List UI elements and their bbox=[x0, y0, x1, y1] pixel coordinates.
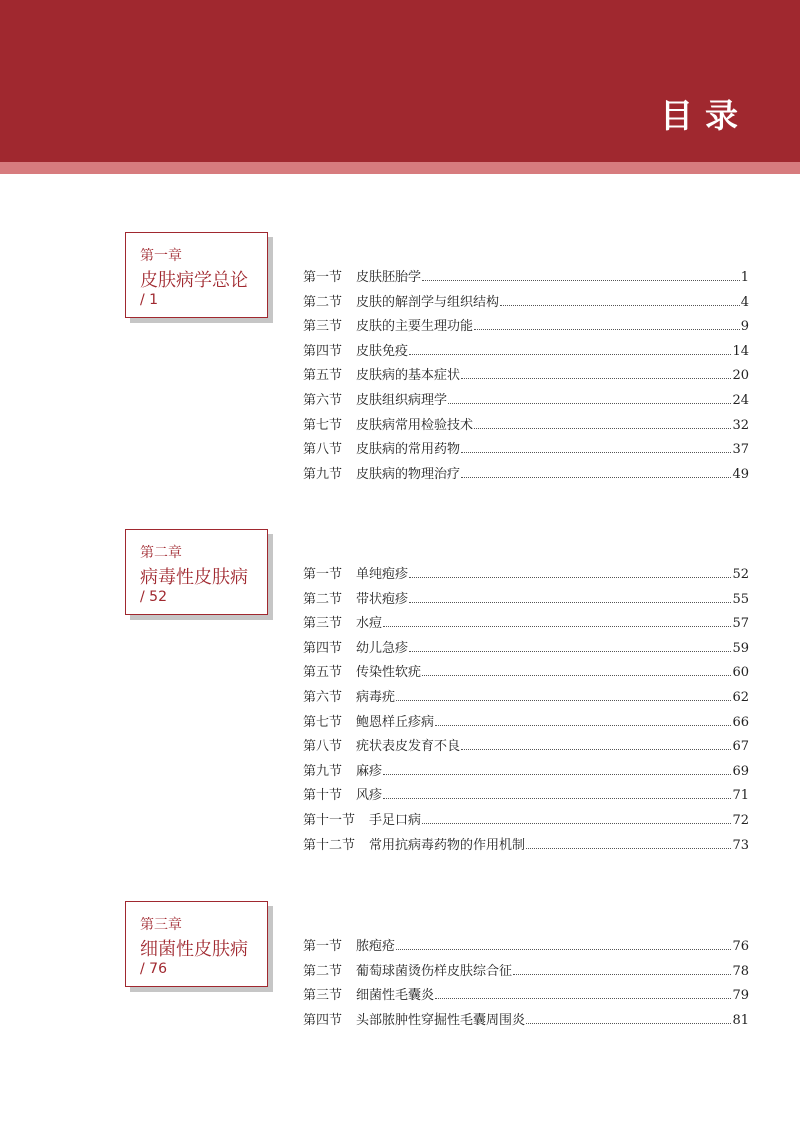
dot-leader bbox=[409, 650, 731, 652]
dot-leader bbox=[435, 724, 731, 726]
section-label: 第三节 bbox=[303, 988, 343, 1004]
dot-leader bbox=[422, 674, 731, 676]
section-title: 细菌性毛囊炎 bbox=[356, 988, 435, 1004]
section-page: 69 bbox=[732, 763, 749, 779]
toc-row[interactable] bbox=[303, 1009, 749, 1034]
section-title: 麻疹 bbox=[356, 763, 383, 779]
section-page: 66 bbox=[732, 714, 749, 730]
section-page: 14 bbox=[732, 343, 749, 359]
section-page: 57 bbox=[732, 616, 749, 632]
toc-row[interactable] bbox=[303, 438, 749, 463]
toc-row[interactable] bbox=[303, 686, 749, 711]
dot-leader bbox=[461, 377, 731, 379]
section-label: 第四节 bbox=[303, 640, 343, 656]
toc-row[interactable] bbox=[303, 612, 749, 637]
section-title: 水痘 bbox=[356, 616, 383, 632]
dot-leader bbox=[500, 304, 740, 306]
dot-leader bbox=[409, 601, 731, 603]
dot-leader bbox=[422, 279, 740, 281]
toc-row[interactable] bbox=[303, 735, 749, 760]
dot-leader bbox=[526, 1022, 731, 1024]
section-title: 皮肤的解剖学与组织结构 bbox=[356, 294, 500, 310]
section-label: 第十二节 bbox=[303, 837, 356, 853]
section-title: 传染性软疣 bbox=[356, 665, 422, 681]
toc-row[interactable] bbox=[303, 340, 749, 365]
toc-row[interactable] bbox=[303, 984, 749, 1009]
section-title: 头部脓肿性穿掘性毛囊周围炎 bbox=[356, 1012, 526, 1028]
toc-row[interactable] bbox=[303, 364, 749, 389]
section-label: 第四节 bbox=[303, 343, 343, 359]
section-page: 37 bbox=[732, 442, 749, 458]
section-page: 78 bbox=[732, 963, 749, 979]
section-page: 24 bbox=[732, 392, 749, 408]
dot-leader bbox=[383, 797, 731, 799]
page-title: 目录 bbox=[660, 96, 750, 135]
toc-row[interactable] bbox=[303, 784, 749, 809]
section-label: 第一节 bbox=[303, 939, 343, 954]
chapter-box bbox=[125, 901, 268, 987]
section-page: 4 bbox=[740, 294, 749, 310]
section-label: 第二节 bbox=[303, 963, 343, 979]
section-list bbox=[303, 935, 749, 1033]
section-label: 第四节 bbox=[303, 1012, 343, 1028]
chapter-number: 第三章 bbox=[140, 917, 182, 933]
section-page: 76 bbox=[732, 939, 749, 954]
section-title: 鲍恩样丘疹病 bbox=[356, 714, 435, 730]
section-title: 皮肤免疫 bbox=[356, 343, 409, 359]
section-title: 皮肤组织病理学 bbox=[356, 392, 448, 408]
chapter-number: 第一章 bbox=[140, 248, 182, 264]
dot-leader bbox=[383, 625, 731, 627]
toc-row[interactable] bbox=[303, 935, 749, 960]
dot-leader bbox=[448, 402, 731, 404]
header-banner bbox=[0, 0, 800, 162]
chapter-box bbox=[125, 232, 268, 318]
section-page: 52 bbox=[732, 567, 749, 582]
toc-row[interactable] bbox=[303, 463, 749, 488]
section-page: 81 bbox=[732, 1012, 749, 1028]
toc-row[interactable] bbox=[303, 266, 749, 291]
dot-leader bbox=[461, 451, 731, 453]
chapter-title[interactable]: 细菌性皮肤病 bbox=[140, 939, 248, 960]
section-label: 第十一节 bbox=[303, 812, 356, 828]
dot-leader bbox=[422, 822, 731, 824]
section-label: 第九节 bbox=[303, 466, 343, 482]
section-page: 67 bbox=[732, 739, 749, 755]
chapter-page: / 1 bbox=[140, 292, 159, 308]
section-list bbox=[303, 266, 749, 487]
section-list bbox=[303, 563, 749, 858]
section-title: 皮肤病常用检验技术 bbox=[356, 417, 474, 433]
toc-row[interactable] bbox=[303, 960, 749, 985]
section-page: 32 bbox=[732, 417, 749, 433]
dot-leader bbox=[513, 973, 731, 975]
section-label: 第三节 bbox=[303, 319, 343, 335]
section-title: 皮肤病的常用药物 bbox=[356, 442, 461, 458]
chapter-box bbox=[125, 529, 268, 615]
section-title: 皮肤的主要生理功能 bbox=[356, 319, 474, 335]
section-title: 幼儿急疹 bbox=[356, 640, 409, 656]
section-page: 9 bbox=[740, 319, 749, 335]
header-stripe bbox=[0, 162, 800, 174]
section-label: 第七节 bbox=[303, 417, 343, 433]
dot-leader bbox=[526, 847, 731, 849]
section-title: 手足口病 bbox=[369, 812, 422, 828]
chapter-title[interactable]: 病毒性皮肤病 bbox=[140, 567, 248, 588]
toc-row[interactable] bbox=[303, 315, 749, 340]
section-label: 第十节 bbox=[303, 788, 343, 804]
section-page: 59 bbox=[732, 640, 749, 656]
section-label: 第二节 bbox=[303, 591, 343, 607]
dot-leader bbox=[461, 748, 731, 750]
chapter-page: / 52 bbox=[140, 589, 167, 605]
dot-leader bbox=[474, 328, 740, 330]
section-page: 60 bbox=[732, 665, 749, 681]
section-label: 第八节 bbox=[303, 739, 343, 755]
section-title: 皮肤胚胎学 bbox=[356, 270, 422, 285]
toc-row[interactable] bbox=[303, 711, 749, 736]
section-label: 第六节 bbox=[303, 392, 343, 408]
section-label: 第七节 bbox=[303, 714, 343, 730]
section-title: 皮肤病的基本症状 bbox=[356, 368, 461, 384]
toc-row[interactable] bbox=[303, 414, 749, 439]
section-title: 带状疱疹 bbox=[356, 591, 409, 607]
section-label: 第五节 bbox=[303, 368, 343, 384]
section-title: 皮肤病的物理治疗 bbox=[356, 466, 461, 482]
section-label: 第三节 bbox=[303, 616, 343, 632]
chapter-page: / 76 bbox=[140, 961, 167, 977]
toc-row[interactable] bbox=[303, 389, 749, 414]
section-page: 20 bbox=[732, 368, 749, 384]
section-title: 单纯疱疹 bbox=[356, 567, 409, 582]
dot-leader bbox=[461, 476, 731, 478]
toc-row[interactable] bbox=[303, 291, 749, 316]
section-page: 73 bbox=[732, 837, 749, 853]
dot-leader bbox=[396, 699, 731, 701]
section-label: 第五节 bbox=[303, 665, 343, 681]
section-page: 72 bbox=[732, 812, 749, 828]
dot-leader bbox=[474, 427, 731, 429]
section-page: 79 bbox=[732, 988, 749, 1004]
dot-leader bbox=[383, 773, 731, 775]
section-page: 49 bbox=[732, 466, 749, 482]
toc-row[interactable] bbox=[303, 760, 749, 785]
toc-row[interactable] bbox=[303, 563, 749, 588]
chapter-title[interactable]: 皮肤病学总论 bbox=[140, 270, 248, 291]
toc-row[interactable] bbox=[303, 661, 749, 686]
dot-leader bbox=[409, 576, 731, 578]
section-label: 第八节 bbox=[303, 442, 343, 458]
section-label: 第一节 bbox=[303, 270, 343, 285]
section-label: 第二节 bbox=[303, 294, 343, 310]
section-title: 风疹 bbox=[356, 788, 383, 804]
section-page: 55 bbox=[732, 591, 749, 607]
section-label: 第六节 bbox=[303, 689, 343, 705]
section-title: 脓疱疮 bbox=[356, 939, 396, 954]
section-title: 葡萄球菌烫伤样皮肤综合征 bbox=[356, 963, 513, 979]
dot-leader bbox=[396, 948, 731, 950]
toc-row[interactable] bbox=[303, 637, 749, 662]
section-page: 71 bbox=[732, 788, 749, 804]
section-title: 病毒疣 bbox=[356, 689, 396, 705]
section-page: 1 bbox=[740, 270, 749, 285]
toc-row[interactable] bbox=[303, 809, 749, 834]
section-label: 第九节 bbox=[303, 763, 343, 779]
section-title: 常用抗病毒药物的作用机制 bbox=[369, 837, 526, 853]
section-page: 62 bbox=[732, 689, 749, 705]
dot-leader bbox=[435, 997, 731, 999]
chapter-number: 第二章 bbox=[140, 545, 182, 561]
dot-leader bbox=[409, 353, 731, 355]
toc-row[interactable] bbox=[303, 588, 749, 613]
toc-row[interactable] bbox=[303, 834, 749, 859]
section-label: 第一节 bbox=[303, 567, 343, 582]
section-title: 疣状表皮发育不良 bbox=[356, 739, 461, 755]
